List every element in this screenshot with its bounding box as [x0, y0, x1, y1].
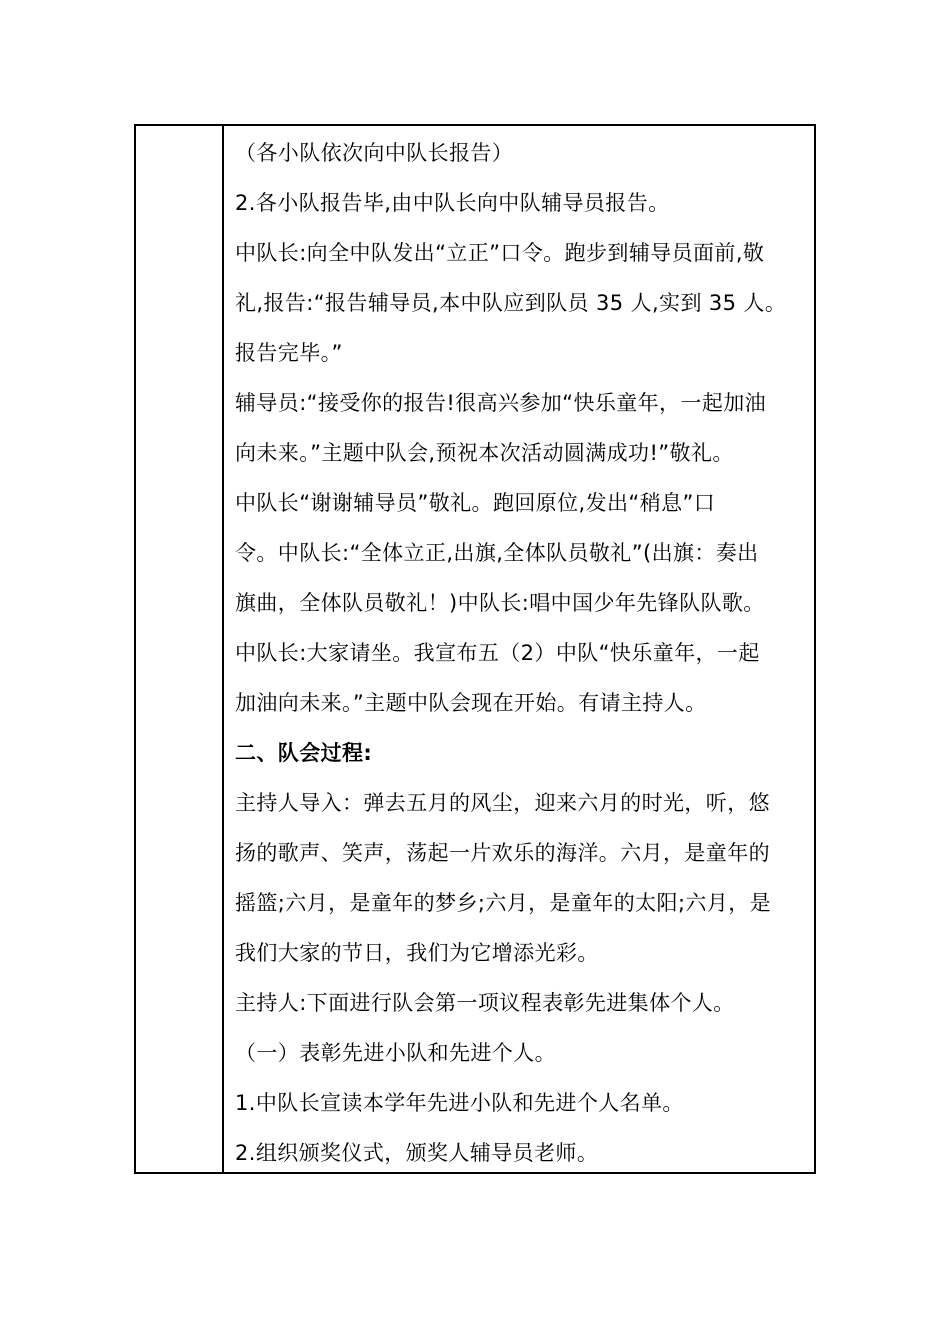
text-line: 摇篮;六月，是童年的梦乡;六月，是童年的太阳;六月，是: [235, 891, 772, 915]
text-line: 令。中队长:“全体立正,出旗,全体队员敬礼”(出旗：奏出: [235, 541, 759, 565]
text-line: （一）表彰先进小队和先进个人。: [235, 1041, 556, 1065]
text-line: 主持人导入：弹去五月的风尘，迎来六月的时光，听，悠: [235, 791, 770, 815]
text-line: 我们大家的节日，我们为它增添光彩。: [235, 941, 599, 965]
text-line: 中队长:向全中队发出“立正”口令。跑步到辅导员面前,敬: [235, 241, 765, 265]
text-line: 辅导员:“接受你的报告!很高兴参加“快乐童年，一起加油: [235, 391, 767, 415]
text-line: 加油向未来。”主题中队会现在开始。有请主持人。: [235, 691, 707, 715]
text-line: 2.组织颁奖仪式，颁奖人辅导员老师。: [235, 1141, 599, 1165]
text-line: 2.各小队报告毕,由中队长向中队辅导员报告。: [235, 191, 670, 215]
table-left-cell: [136, 126, 224, 1172]
text-line: 向未来。”主题中队会,预祝本次活动圆满成功!”敬礼。: [235, 441, 734, 465]
text-line: 中队长:大家请坐。我宣布五（2）中队“快乐童年，一起: [235, 641, 760, 665]
text-line: 1.中队长宣读本学年先进小队和先进个人名单。: [235, 1091, 684, 1115]
text-line: 扬的歌声、笑声，荡起一片欢乐的海洋。六月，是童年的: [235, 841, 770, 865]
section-heading: 二、队会过程:: [235, 741, 373, 765]
text-line: 旗曲，全体队员敬礼！)中队长:唱中国少年先锋队队歌。: [235, 591, 765, 615]
text-line: 主持人:下面进行队会第一项议程表彰先进集体个人。: [235, 991, 735, 1015]
table-content-cell: [226, 126, 814, 1172]
text-line: 礼,报告:“报告辅导员,本中队应到队员 35 人,实到 35 人。: [235, 291, 787, 315]
text-line: 报告完毕。”: [235, 341, 343, 365]
text-line: （各小队依次向中队长报告）: [235, 141, 514, 165]
text-line: 中队长“谢谢辅导员”敬礼。跑回原位,发出“稍息”口: [235, 491, 716, 515]
document-table: [134, 124, 816, 1174]
